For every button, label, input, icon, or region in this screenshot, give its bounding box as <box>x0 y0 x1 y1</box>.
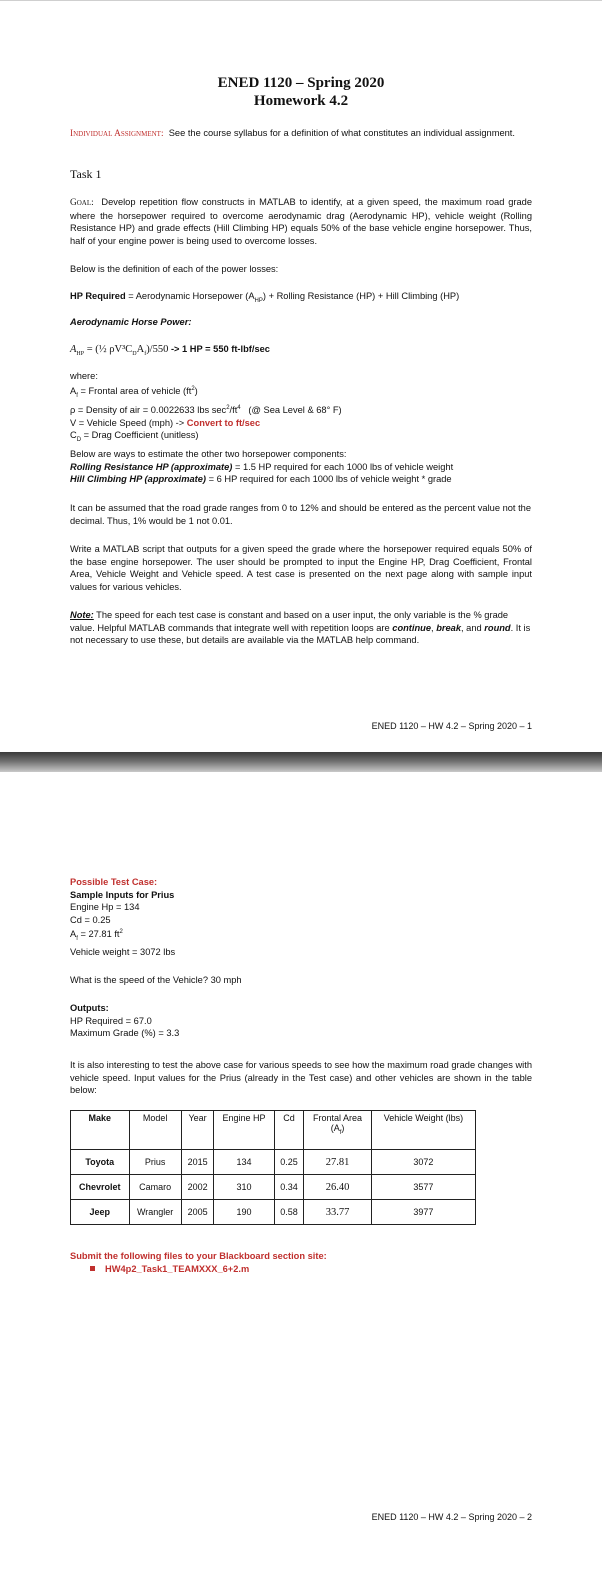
fa-unit-sub: f <box>339 1129 342 1136</box>
cell-cd: 0.34 <box>274 1175 304 1200</box>
formula-a: A <box>136 344 145 355</box>
individual-assignment-label: Individual Assignment: <box>70 129 164 139</box>
where-cd-sub: D <box>76 437 82 444</box>
cell-engine-hp: 310 <box>214 1175 274 1200</box>
header-frontal-area-unit <box>307 1123 368 1136</box>
submit-block <box>70 1250 532 1275</box>
goal-paragraph <box>70 196 532 247</box>
grade-note: It can be assumed that the road grade ranges from 0 to 12% and should be entered as the percent value not the decimal. Thus, 1% would be 1 not 0.01. <box>70 503 532 526</box>
where-rho-b: /ft <box>229 405 238 416</box>
where-v-convert: Convert to ft/sec <box>186 417 261 428</box>
hp-required-output: HP Required = 67.0 <box>70 1015 152 1026</box>
formula-lhs-sub: HP <box>76 350 85 357</box>
goal-label: Goal: <box>70 198 94 208</box>
af-sub: f <box>76 936 78 943</box>
where-af-sub: f <box>76 392 78 399</box>
note-label: Note: <box>70 610 94 620</box>
vehicle-weight-value: Vehicle weight = 3072 lbs <box>70 946 176 957</box>
engine-hp-value: Engine Hp = 134 <box>70 902 140 913</box>
definition-intro: Below is the definition of each of the power losses: <box>70 264 279 274</box>
hp-required-eq: = Aerodynamic Horsepower (A <box>125 291 255 301</box>
document-page-1 <box>0 0 602 753</box>
header-engine-hp: Engine HP <box>214 1111 274 1150</box>
script-paragraph: Write a MATLAB script that outputs for a given speed the grade where the horsepower required equals 50% of the base engine horsepower. The user should be prompted to input the Engine HP, Drag Coefficient, Frontal Area, Vehicle Weight and Vehicle speed. A test case is presented on the next page along with sample input values for various vehicles. <box>70 544 532 592</box>
formula-lhs: A <box>70 344 77 355</box>
table-row <box>71 1175 476 1200</box>
where-cd-c: C <box>70 430 77 441</box>
header-frontal-area <box>304 1111 372 1150</box>
header-cd: Cd <box>274 1111 304 1150</box>
aero-formula <box>70 343 532 360</box>
where-v <box>70 417 532 430</box>
submit-file-name: HW4p2_Task1_TEAMXXX_6+2.m <box>105 1263 250 1274</box>
note-and: , and <box>461 622 485 633</box>
cell-model: Wrangler <box>129 1200 181 1225</box>
table-header-row <box>71 1111 476 1150</box>
max-grade-output: Maximum Grade (%) = 3.3 <box>70 1028 180 1039</box>
title-line-1: ENED 1120 – Spring 2020 <box>217 75 385 91</box>
cell-year: 2015 <box>181 1150 214 1175</box>
where-rho-c: (@ Sea Level & 68° F) <box>240 405 342 416</box>
page-1-footer: ENED 1120 – HW 4.2 – Spring 2020 – 1 <box>371 721 532 731</box>
cell-frontal-area: 27.81 <box>304 1150 372 1175</box>
cell-weight: 3577 <box>371 1175 475 1200</box>
outputs-block <box>70 1002 532 1040</box>
where-rho-sup1: 2 <box>226 405 230 412</box>
hill-label: Hill Climbing HP (approximate) <box>70 474 207 485</box>
where-af <box>70 383 532 403</box>
where-label: where: <box>70 371 98 381</box>
cell-model: Prius <box>129 1150 181 1175</box>
cd-value: Cd = 0.25 <box>70 914 111 925</box>
rolling-text: = 1.5 HP required for each 1000 lbs of vehicle weight <box>232 461 454 472</box>
hp-required-label: HP Required <box>70 291 126 301</box>
where-cd <box>70 429 532 446</box>
note-break: break <box>436 622 462 633</box>
title-line-2: Homework 4.2 <box>253 93 349 109</box>
hill-text: = 6 HP required for each 1000 lbs of vehicle weight * grade <box>206 474 452 485</box>
note-comma: , <box>431 622 437 633</box>
sample-inputs-label: Sample Inputs for Prius <box>70 889 175 900</box>
header-year: Year <box>181 1111 214 1150</box>
where-af-rest: = Frontal area of vehicle (ft <box>77 385 192 396</box>
cell-engine-hp: 190 <box>214 1200 274 1225</box>
cell-frontal-area: 26.40 <box>304 1175 372 1200</box>
speed-question: What is the speed of the Vehicle? 30 mph <box>70 975 242 985</box>
cell-year: 2002 <box>181 1175 214 1200</box>
where-af-a: A <box>70 385 77 396</box>
document-page-2 <box>0 772 602 1570</box>
cell-cd: 0.25 <box>274 1150 304 1175</box>
table-row <box>71 1150 476 1175</box>
fa-unit-close: ) <box>341 1123 345 1133</box>
goal-text: Develop repetition flow constructs in MATLAB to identify, at a given speed, the maximum road grade where the horsepower required to overcome aerodynamic drag (Aerodynamic HP), vehicle weight (Rolling Resistance HP) and grade effects (Hill Climbing HP) equals 50% of the base vehicle engine horsepower. Thus, half of your engine power is being used to overcome losses. <box>70 197 532 246</box>
header-vehicle-weight: Vehicle Weight (lbs) <box>371 1111 475 1150</box>
af-rest: = 27.81 ft <box>77 929 120 940</box>
vehicle-table <box>70 1110 476 1225</box>
cell-engine-hp: 134 <box>214 1150 274 1175</box>
formula-body: = (½ ρV³C <box>84 344 133 355</box>
aero-heading: Aerodynamic Horse Power: <box>70 317 192 327</box>
task-heading: Task 1 <box>70 167 102 181</box>
table-intro: It is also interesting to test the above case for various speeds to see how the maximum road grade changes with vehicle speed. Input values for the Prius (already in the Test case) and other vehicles are shown in the table below: <box>70 1060 532 1096</box>
cell-make: Chevrolet <box>71 1175 130 1200</box>
where-rho-sup2: 4 <box>237 405 241 412</box>
hp-required-equation <box>70 290 532 307</box>
cell-frontal-area: 33.77 <box>304 1200 372 1225</box>
submit-file-item <box>70 1263 532 1276</box>
where-rho-a: ρ = Density of air = 0.0022633 lbs sec <box>70 405 227 416</box>
af-sup: 2 <box>119 929 123 936</box>
page-separator <box>0 752 602 772</box>
header-make: Make <box>71 1111 130 1150</box>
formula-conversion: -> 1 HP = 550 ft-lbf/sec <box>168 344 270 354</box>
submit-label: Submit the following files to your Blackboard section site: <box>70 1251 327 1261</box>
outputs-label: Outputs: <box>70 1003 109 1013</box>
test-case-block <box>70 876 532 959</box>
formula-cd-sub: D <box>132 350 137 357</box>
estimate-intro: Below are ways to estimate the other two horsepower components: <box>70 449 347 459</box>
rolling-label: Rolling Resistance HP (approximate) <box>70 461 233 472</box>
where-cd-rest: = Drag Coefficient (unitless) <box>81 430 199 441</box>
test-case-label: Possible Test Case: <box>70 877 158 887</box>
individual-assignment-text: See the course syllabus for a definition of what constitutes an individual assignment. <box>168 128 515 138</box>
cell-make: Toyota <box>71 1150 130 1175</box>
cell-model: Camaro <box>129 1175 181 1200</box>
cell-make: Jeep <box>71 1200 130 1225</box>
af-value <box>70 926 532 946</box>
page-title <box>0 74 602 110</box>
note-paragraph <box>70 609 532 647</box>
bullet-icon <box>90 1266 95 1271</box>
individual-assignment-paragraph <box>70 127 532 141</box>
rolling-resistance-line <box>70 461 532 474</box>
cell-weight: 3072 <box>371 1150 475 1175</box>
cell-year: 2005 <box>181 1200 214 1225</box>
where-rho <box>70 402 532 417</box>
note-text-1: The speed for each test case is constant and based on a user input, the only variable is the % grade value. Helpful MATLAB commands that integrate well with repetition loops are <box>70 610 509 633</box>
page-2-footer: ENED 1120 – HW 4.2 – Spring 2020 – 2 <box>371 1512 532 1522</box>
where-v-text: V = Vehicle Speed (mph) -> <box>70 417 187 428</box>
where-list <box>70 370 532 447</box>
where-af-close: ) <box>194 385 198 396</box>
af-a: A <box>70 929 77 940</box>
table-row <box>71 1200 476 1225</box>
hp-required-sub: HP <box>254 297 263 304</box>
header-frontal-area-label: Frontal Area <box>313 1113 363 1123</box>
cell-cd: 0.58 <box>274 1200 304 1225</box>
formula-af-sub: f <box>144 350 147 357</box>
header-model: Model <box>129 1111 181 1150</box>
fa-unit-a: (A <box>330 1123 340 1133</box>
note-text-2: . It is not necessary to use these, but details are available via the MATLAB help command. <box>70 622 531 646</box>
formula-end: )/550 <box>146 344 169 355</box>
cell-weight: 3977 <box>371 1200 475 1225</box>
hill-climbing-line <box>70 473 532 486</box>
estimates-block <box>70 448 532 486</box>
where-af-sup: 2 <box>191 385 195 392</box>
note-round: round <box>484 622 511 633</box>
hp-required-rest: ) + Rolling Resistance (HP) + Hill Climbing (HP) <box>262 291 460 301</box>
note-continue: continue <box>392 622 432 633</box>
